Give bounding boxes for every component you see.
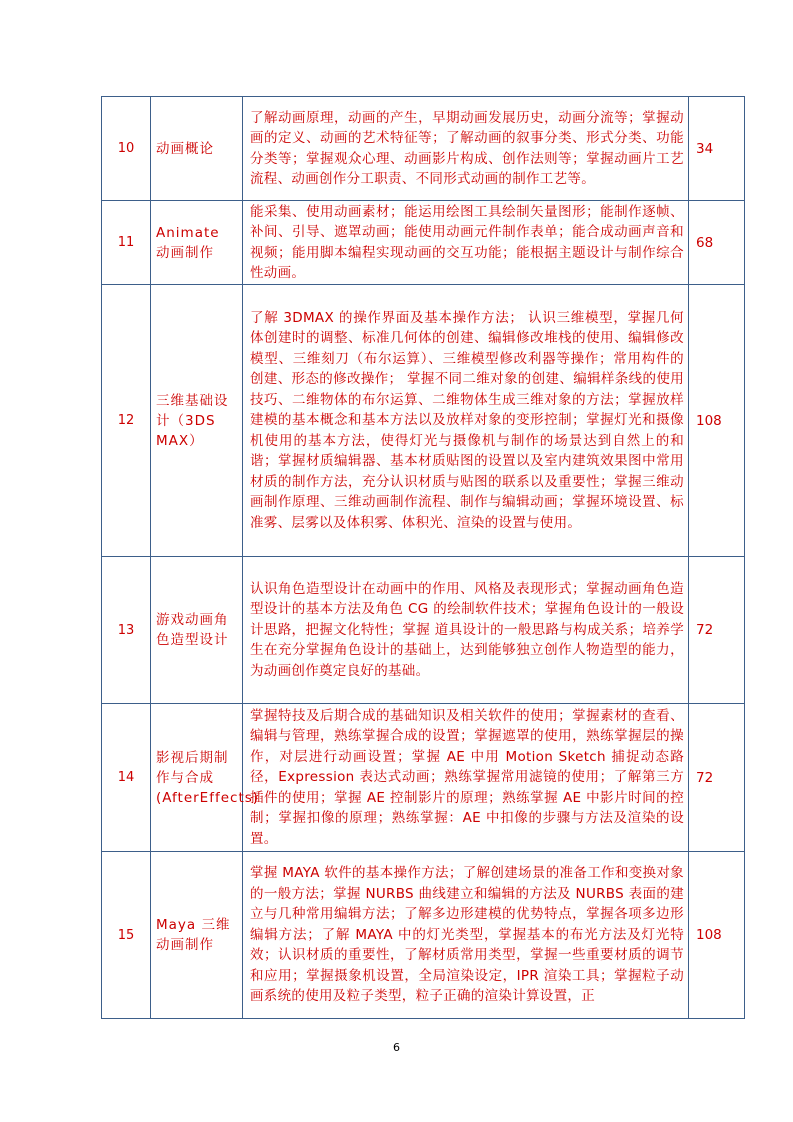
course-description <box>243 852 689 1019</box>
course-name: 动画概论 <box>151 97 243 201</box>
course-number: 15 <box>102 852 151 1019</box>
table-row <box>102 285 745 557</box>
course-name: 游戏动画角色造型设计 <box>151 557 243 704</box>
course-name: 三维基础设计（3DS MAX） <box>151 285 243 557</box>
course-number: 13 <box>102 557 151 704</box>
course-hours: 72 <box>689 557 745 704</box>
course-description <box>243 285 689 557</box>
course-hours: 108 <box>689 852 745 1019</box>
course-hours: 72 <box>689 704 745 852</box>
course-name: 影视后期制作与合成(AfterEffects) <box>151 704 243 852</box>
course-name: Maya 三维动画制作 <box>151 852 243 1019</box>
course-description <box>243 97 689 201</box>
course-number: 12 <box>102 285 151 557</box>
table-row <box>102 704 745 852</box>
course-number: 14 <box>102 704 151 852</box>
course-hours: 68 <box>689 201 745 285</box>
course-hours: 108 <box>689 285 745 557</box>
course-description-text: 了解 3DMAX 的操作界面及基本操作方法； 认识三维模型，掌握几何体创建时的调整、标准几何体的创建、编辑修改堆栈的使用、编辑修改模型、三维刻刀（布尔运算）、三维模型修改利器等操作；常用构件的创建、形态的修改操作； 掌握不同二维对象的创建、编辑样条线的使用技巧、二维物体的布尔运算、二维物体生成三维对象的方法；掌握放样建模的基本概念和基本方法以及放样对象的变形控制；掌握灯光和摄像机使用的基本方法，使得灯光与摄像机与制作的场景达到自然上的和谐；掌握材质编辑器、基本材质贴图的设置以及室内建筑效果图中常用材质的制作方法，充分认识材质与贴图的联系以及重要性；掌握三维动画制作原理、三维动画制作流程、制作与编辑动画；掌握环境设置、标准雾、层雾以及体积雾、体积光、渲染的设置与使用。 <box>250 309 684 531</box>
course-hours: 34 <box>689 97 745 201</box>
course-description <box>243 704 689 852</box>
course-name: Animate 动画制作 <box>151 201 243 285</box>
course-description-text: 能采集、使用动画素材；能运用绘图工具绘制矢量图形；能制作逐帧、补间、引导、遮罩动画；能使用动画元件制作表单；能合成动画声音和视频；能用脚本编程实现动画的交互功能；能根据主题设计与制作综合性动画。 <box>250 203 684 281</box>
course-description <box>243 557 689 704</box>
table-row <box>102 201 745 285</box>
course-description-text: 了解动画原理，动画的产生，早期动画发展历史，动画分流等；掌握动画的定义、动画的艺术特征等；了解动画的叙事分类、形式分类、功能分类等；掌握观众心理、动画影片构成、创作法则等；掌握动画片工艺流程、动画创作分工职责、不同形式动画的制作工艺等。 <box>250 109 684 187</box>
course-description-text: 掌握特技及后期合成的基础知识及相关软件的使用；掌握素材的查看、编辑与管理，熟练掌握合成的设置；掌握遮罩的使用，熟练掌握层的操作，对层进行动画设置；掌握 AE 中用 Motion Sketch 捕捉动态路径，Expression 表达式动画；熟练掌握常用滤镜的使用；了解第三方插件的使用；掌握 AE 控制影片的原理；熟练掌握 AE 中影片时间的控制；掌握扣像的原理；熟练掌握：AE 中扣像的步骤与方法及渲染的设置。 <box>250 707 684 847</box>
table-row <box>102 97 745 201</box>
course-description-text: 掌握 MAYA 软件的基本操作方法；了解创建场景的准备工作和变换对象的一般方法；掌握 NURBS 曲线建立和编辑的方法及 NURBS 表面的建立与几种常用编辑方法；了解多边形建模的优势特点，掌握各项多边形编辑方法；了解 MAYA 中的灯光类型，掌握基本的布光方法及灯光特效；认识材质的重要性，了解材质常用类型，掌握一些重要材质的调节和应用；掌握摄象机设置，全局渲染设定，IPR 渲染工具；掌握粒子动画系统的使用及粒子类型，粒子正确的渲染计算设置，正 <box>250 865 684 1005</box>
table-row <box>102 557 745 704</box>
table-row <box>102 852 745 1019</box>
course-number: 10 <box>102 97 151 201</box>
course-number: 11 <box>102 201 151 285</box>
course-description-text: 认识角色造型设计在动画中的作用、风格及表现形式；掌握动画角色造型设计的基本方法及角色 CG 的绘制软件技术；掌握角色设计的一般设计思路，把握文化特性；掌握 道具设计的一般思路与构成关系；培养学生在充分掌握角色设计的基础上，达到能够独立创作人物造型的能力，为动画创作奠定良好的基础。 <box>250 580 684 679</box>
page-number: 6 <box>393 1041 400 1054</box>
course-description <box>243 201 689 285</box>
course-table <box>101 96 745 1019</box>
